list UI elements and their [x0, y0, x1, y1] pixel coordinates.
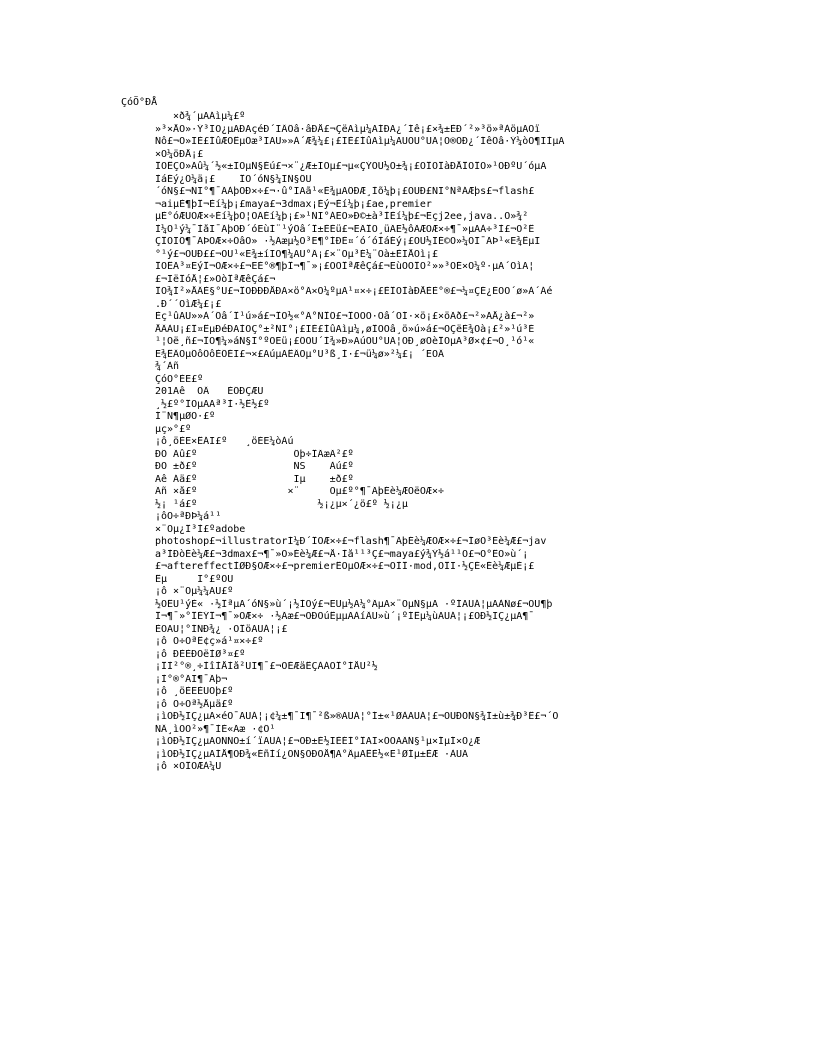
- document-line: ÎÒ¾Í²»ÅÂÈ§°Ü£¬ÎÒÐÐÐÅÐÄ×ö°Ã×Ô¼ºµÄ¹¤×÷¡£ÈÎÒÌàÐÅÈÈ°®£¬¼¤ÇÉ¿ÉÒÔ´ø»À´Áé: [155, 286, 553, 297]
- document-line: »³×ÅÒ»·Ý³ÏÖ¿µÄÐÄçéÐ´ÏÂÕâ·âÐÅ£¬ÇëÄìµ¼ÄÍÐÄ¿´Íê¡£×¾±ÈÐ´²»³ö»ªÀöµÄÓï: [155, 123, 541, 135]
- document-line: ¾´Àñ: [155, 361, 180, 372]
- document-line: ¡ô ×¨Òµ¼¼ÄÜ£º: [155, 586, 234, 597]
- document-line: ÌáÉý¿Õ¼ä¡£ ÎÒ´óÑ§¼ÏÑ§ÕÚ: [155, 173, 312, 185]
- document-line: Î¬¶¯»°ÎÉÝÎ¬¶¯»ÖÆ×÷ ·½Ãæ£¬ÓÐÔúÊµµÄÀíÂÛ»ù´¡ºÍÊµ¼ùÄÜÁ¦¡£ÓÐ½ÏÇ¿µÄ¶¯: [155, 611, 535, 622]
- document-line: ¡ìÓÐ½ÏÇ¿µÄ×éÖ¯ÄÜÁ¦¡¢¼±¶¯Ï¶¯²ß»®ÄÜÁ¦°Í±«¹ØÀÄÜÁ¦£¬ÓÚÐÓÑ§¾Í±ù±¾Ð³Ê£¬´Ó: [155, 711, 559, 722]
- document-line: ¬aiµÈ¶þÎ¬Èí¼þ¡£maya£¬3dmax¡Èý¬Èí¼þ¡£ae,premier: [155, 198, 432, 210]
- document-line: £¬ÏëÎóÅ¦£»ÒòÎªÆêÇá£¬: [155, 273, 276, 285]
- document-line: ¸½£º°ÎÒµÄÄª³Ì·½Ê½£º: [155, 398, 270, 410]
- document-line: ¡ô¸öÈË×ÊÁÏ£º ¸öÈË¼òÀú: [155, 436, 294, 447]
- document-line: ¡ô ¸öÈËÈÙÓþ£º: [155, 686, 234, 697]
- document-line: ¡ÎÌ²°®¸÷ÌîÌÅÌå²ÙÏ¶¯£¬ÓÈÆäÊÇÀÁÓÎ°ÍÅÛ²½: [155, 661, 378, 672]
- document-line: Í¨Ñ¶µØÖ·£º: [155, 411, 216, 422]
- document-line: Ãñ ×å£º ×¨ Òµ£º°¶¯ÃþÉè¼ÆÓëÖÆ×÷: [155, 486, 444, 497]
- document-line: ÅÂÀÛ¡£Î¤ÊµÐéÐÄÌÒÇ°±²ÑÏ°¡£ÏÈ£ÍûÄìµ¼,øÎÒÖâ¸ö»ú»á£¬ÒÇëÈ¾Òà¡£²»¹ú³É: [155, 323, 535, 335]
- document-line: Ë¾ÊÂÒµÕôÕôÈÕÉÏ£¬×£ÄúµÄÊÂÒµ°Ù³ß¸Í·£¬ü¼ø»²¼£¡ ´ËÖÂ: [155, 348, 444, 360]
- document-line: ½ÓÊÜ¹ýÈ« ·½ÎªµÄ´óÑ§»ù´¡½ÌÓý£¬ËÜµ½Ä¼°ÃµÄ×¨ÒµÑ§µÄ ·ºÍÄÜÁ¦µÄÀÑø£¬ÔÚ¶þ: [155, 598, 553, 610]
- document-line: °¹ý£¬ÔÚÐ££¬ÔÚ¹«Ë¾±íÏÖ¶¼ÄÜ°Ã¡£×¨Òµ³É¼¨Òà±ÈÏÅÓì¡£: [155, 248, 438, 260]
- document-line: ¡ìÓÐ½ÏÇ¿µÄÓÑÑÔ±í´ïÄÜÁ¦£¬ÓÐ±È½ÏÈÉÌ°ÎÄÏ×ÕÒÄÃÑ§¹µ×ÍµÍ×Ô¿Æ: [155, 736, 481, 747]
- document-line: ×ð¾´µÄÁìµ¼£º: [173, 111, 246, 122]
- document-line: ¡ô Ö÷Òª½Åµä£º: [155, 698, 234, 710]
- document-line: photoshop£¬illustratorÍ¼Ð´ÎÒÆ×÷£¬flash¶¯ÃþÉè¼ÆÖÆ×÷£¬ÍøÒ³Éè¼Æ£¬jav: [155, 536, 547, 547]
- document-line: ÐÔ ±ð£º ÑS Àú£º: [155, 461, 354, 472]
- document-line: £¬aftereffectÌØÐ§ÖÆ×÷£¬premierÊÓµÖÆ×÷£¬ÖÌÎ·mod,ÓÎÏ·½ÇÉ«Éè¼ÆµÈ¡£: [155, 561, 535, 572]
- document-line: ×¨Òµ¿Î³Ì£ºadobe: [155, 523, 246, 535]
- document-line: ÈÓÄÜ¦°ÍÑÐ¾¿ ·ÖÎöÄÜÁ¦¡£: [155, 623, 288, 635]
- document-line: Ì¼Ó¹ý¼¯ÌåÏ¯ÃþÓÐ´óËùÍ¨¹ýÕâ´Î±ÈÈü£¬ËÃÎÒ¸üÃË½ôÃÆÖÆ×÷¶¯»µÄÀ÷³Ì£¬Ò²Ê: [155, 223, 535, 235]
- document-line: .Ð´´ÔìÆ¼£¡£: [155, 298, 222, 310]
- document-line: Äê Áä£º Ïµ ±ð£º: [155, 473, 354, 485]
- document-line: ½¡ ¹á£º ½¡¿µ×´¿ö£º ½¡¿µ: [155, 498, 408, 510]
- document-line: ×Ô¼öÐÅ¡£: [155, 148, 204, 160]
- document-line: ¹¦Öë¸ñ£¬ÎÒ¶¼»áÑ§Ï°ºÓËü¡£ÕÒÚ´Ì¾»Ð»ÄúÔÚ°ÙÃ¦ÖÐ¸øÓèÎÒµÄ³Ø×¢£¬Ô¸¹ó¹«: [155, 336, 535, 347]
- document-line: ¡ô Ö÷ÒªÊ¢ç»á¹¤×÷£º: [155, 636, 264, 647]
- document-line: ¡ô ×ÔÎÒÆÀ¼Û: [155, 761, 222, 772]
- document-body: [155, 111, 715, 774]
- document-line: ÇóÖ°ÈË£º: [155, 373, 204, 385]
- document-line: ÎÒÊÃ³¤ËýÎ¬ÓÆ×÷£¬ËÈ°®¶þÎ¬¶¯»¡£ÒÒÎªÆêÇá£¬ËùÒÔÎÒ²»»³ÓÉ×Ô¼º·µÄ´ÓìÄ¦: [155, 261, 535, 272]
- document-line: ÎÒÊÇÒ»Ãû¼´½«±ÏÒµÑ§Éú£¬×¨¿Æ±ÏÒµ£¬µ«ÇÝÓÚ½Ó±¾¡£ÔÎÒÎàÐÅÎÒÎÒ»¹ÓÐºÜ´óµÄ: [155, 161, 547, 172]
- document-line: a³ÌÐòÉè¼Æ£¬3dmax£¬¶¯»Ö»Éè¼Æ£¬Å·Ìå¹¹³Ç£¬maya£ý¾Ý½á¹¹Ó£¬Ó°ÊÓ»ù´¡: [155, 548, 529, 560]
- document-line: µÈ°óÆÚÖÆ×÷Èí¼þÓ¦ÓÃÈí¼þ¡£»¹ÑÏ°ÁËÒ»Ð©±à³ÌÈí¼þ£¬Ëçj2ee,java..Ô»¾²: [155, 211, 529, 222]
- document-line: 201Äê ÔÂ ÈÕÐÇÆÚ: [155, 386, 264, 397]
- document-line: ¡ôÖ÷ªÐÞ¼á¹¹: [155, 511, 222, 522]
- document-title: ÇóÖ°ÐÅ: [121, 97, 158, 108]
- document-line: ¡ìÓÐ½ÏÇ¿µÄÍÅ¶ÓÐ¾«ÉñÌí¿ÖÑ§ÖÐÓÅ¶Ä°ÂµÄÊÈ½«Ë¹ØÍµ±ÈÆ ·ÀÙÃ: [155, 748, 469, 760]
- document-line: ÇÎÒÏÕ¶¯ÃÞÖÆ×÷ÕâÒ» ·½Ãæµ½Ó³Ë¶°ÍÐÈ¤´ó´óÌáÉý¡£ÔÚ½ÏÉ©Ò»¼ÒÏ¯ÃÞ¹«Ë¾ÊµÏ: [155, 236, 541, 247]
- document-line: ¡Ì°®°ÃÏ¶¯Ãþ¬: [155, 673, 228, 685]
- document-line: ´óÑ§£¬ÑÏ°¶¯ÃÀþÓÐ×÷£¬·û°ÏÄã¹«È¾µÄÕÐÆ¸Ìõ¼þ¡£ÔÚÐ£ÑÏ°ÑªÁÆþs£¬flash£: [155, 186, 535, 197]
- document-line: µç»°£º: [155, 423, 192, 435]
- document-line: Èç¹ûÄÜ»»À´Õâ´Î¹ú»á£¬ÎÒ½«°Ã°ÑÎÕ£¬ÎÒÒÒ·Òâ´ÓÍ·×ö¡£×öÃð£¬²»ÃÅ¿à£¬²»: [155, 311, 535, 322]
- document-line: ÑÂ¸ìÓÒ²»¶¯ÌÈ«Ãæ ·¢Õ¹: [155, 723, 276, 735]
- document-line: Êµ Ï°£ºÔÚ: [155, 573, 234, 585]
- document-line: ¡ô ÐÈÈÐÓëÌØ³¤£º: [155, 648, 246, 660]
- document-line: Ñô£¬Ö»ÏÈ£ÍûÆÓÊµÕæ³ÏÄÜ»»À´Æ¾¼£¡£ÏÈ£ÍûÄìµ¼ÄÜÒÛ°ÙÃ¦Ö®ÖÐ¿´ÍêÕâ·Ý¼òÒ¶ÏÌµÄ: [155, 136, 565, 147]
- document-line: ÐÕ Ãû£º Õþ÷ÎÃæÃ²£º: [155, 448, 354, 460]
